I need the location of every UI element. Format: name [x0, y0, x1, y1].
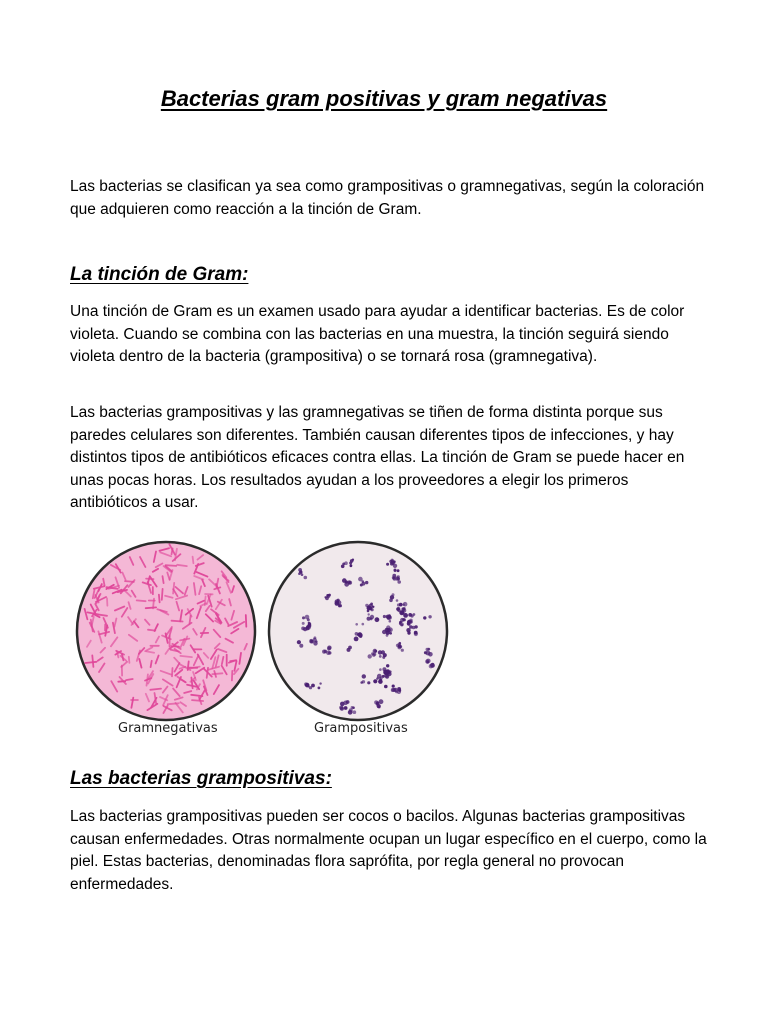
- grampositive-coccus: [386, 634, 389, 637]
- grampositive-coccus: [392, 577, 395, 580]
- grampositive-coccus: [306, 626, 310, 630]
- grampositive-coccus: [362, 623, 365, 626]
- grampositive-coccus: [397, 603, 400, 606]
- grampositive-coccus: [305, 615, 310, 620]
- grampositive-coccus: [396, 599, 399, 602]
- grampositive-coccus: [378, 706, 381, 709]
- gramnegative-rod: [246, 615, 247, 627]
- grampositive-coccus: [391, 559, 394, 562]
- grampositive-coccus: [428, 615, 431, 618]
- grampositive-coccus: [365, 581, 368, 584]
- grampositive-coccus: [297, 640, 301, 644]
- grampositive-coccus: [350, 559, 354, 563]
- gramnegative-rod: [147, 651, 155, 652]
- grampositive-coccus: [382, 675, 385, 678]
- gramnegative-rod: [129, 657, 130, 663]
- grampositive-coccus: [344, 582, 349, 587]
- grampositive-coccus: [403, 604, 405, 606]
- grampositive-coccus: [389, 670, 392, 673]
- grampositive-coccus: [383, 670, 388, 675]
- gramnegative-rod: [125, 581, 134, 582]
- grampositive-coccus: [427, 648, 430, 651]
- gramnegative-slide: [77, 542, 255, 720]
- grampositive-coccus: [345, 707, 347, 709]
- grampositive-coccus: [353, 710, 357, 714]
- grampositive-coccus: [392, 685, 395, 688]
- grampositive-coccus: [299, 644, 303, 648]
- gramnegative-rod: [212, 673, 222, 674]
- grampositive-coccus: [379, 679, 382, 682]
- grampositive-coccus: [368, 654, 372, 658]
- grampositive-coccus: [397, 569, 400, 572]
- gramnegative-rod: [150, 689, 161, 690]
- grampositive-coccus: [414, 625, 417, 628]
- gramnegative-rod: [146, 607, 156, 608]
- gramnegative-rod: [205, 596, 206, 605]
- grampositive-coccus: [432, 663, 435, 666]
- grampositive-coccus: [399, 642, 402, 645]
- grampositive-coccus: [348, 710, 353, 715]
- grampositive-coccus: [388, 614, 391, 617]
- grampositive-coccus: [341, 565, 345, 569]
- intro-paragraph: Las bacterias se clasifican ya sea como grampositivas o gramnegativas, según la coloración que adquieren como reacción a la tinción de Gram.: [70, 178, 705, 218]
- grampositive-coccus: [407, 623, 410, 626]
- grampositive-coccus: [398, 645, 402, 649]
- grampositive-coccus: [393, 564, 397, 568]
- gramnegative-rod: [85, 662, 96, 663]
- grampositive-coccus: [343, 701, 348, 706]
- grampositive-coccus: [354, 637, 359, 642]
- grampositive-coccus: [401, 624, 404, 627]
- gramnegative-rod: [92, 655, 93, 667]
- grampositive-coccus: [373, 679, 377, 683]
- grampositive-coccus: [311, 684, 315, 688]
- grampositive-coccus: [400, 618, 404, 622]
- grampositive-coccus: [426, 651, 431, 656]
- grampositive-coccus: [377, 618, 379, 620]
- grampositive-coccus: [355, 623, 358, 626]
- gram-stain-paragraph-2: Las bacterias grampositivas y las gramnegativas se tiñen de forma distinta porque sus paredes celulares son diferentes. También causan diferentes tipos de infecciones, y hay distintos tipos de antibióticos eficaces contra ellas. La tinción de Gram se puede hacer en unas pocas horas. Los resultados ayudan a los proveedores a elegir los primeros antibióticos a usar.: [70, 404, 685, 511]
- grampositive-coccus: [299, 570, 302, 573]
- grampositive-coccus: [389, 599, 393, 603]
- gramnegative-rod: [151, 661, 152, 667]
- grampositive-coccus: [407, 631, 410, 634]
- section-heading-gram-stain: La tinción de Gram:: [70, 264, 249, 285]
- gramnegative-rod: [162, 589, 163, 600]
- grampositive-coccus: [394, 569, 397, 572]
- grampositive-coccus: [397, 607, 400, 610]
- grampositive-coccus: [326, 594, 329, 597]
- gramnegative-caption: Gramnegativas: [118, 721, 218, 736]
- grampositive-coccus: [403, 613, 408, 618]
- gramnegative-rod: [163, 576, 164, 583]
- grampositive-coccus: [302, 622, 305, 625]
- gramnegative-rod: [180, 656, 192, 657]
- section-heading-grampositive: Las bacterias grampositivas:: [70, 768, 332, 789]
- grampositive-coccus: [367, 606, 372, 611]
- grampositive-coccus: [362, 580, 365, 583]
- grampositive-coccus: [378, 650, 382, 654]
- grampositive-coccus: [338, 604, 341, 607]
- grampositive-coccus: [379, 668, 382, 671]
- grampositive-coccus: [355, 632, 359, 636]
- grampositive-coccus: [384, 674, 388, 678]
- grampositive-paragraph: Las bacterias grampositivas pueden ser cocos o bacilos. Algunas bacterias grampositivas causan enfermedades. Otras normalmente ocupan un lugar específico en el cuerpo, como la piel. Estas bacterias, denominadas flora saprófita, por regla general no provocan enfermedades.: [70, 808, 707, 893]
- grampositive-coccus: [389, 620, 392, 623]
- grampositive-coccus: [425, 659, 429, 663]
- grampositive-coccus: [368, 613, 370, 615]
- grampositive-coccus: [367, 617, 371, 621]
- grampositive-coccus: [403, 607, 405, 609]
- grampositive-coccus: [313, 641, 317, 645]
- gramnegative-rod: [99, 615, 107, 616]
- grampositive-coccus: [414, 632, 418, 636]
- grampositive-coccus: [377, 674, 382, 679]
- grampositive-coccus: [362, 680, 365, 683]
- grampositive-coccus: [367, 681, 370, 684]
- grampositive-slide: [269, 542, 447, 720]
- grampositive-coccus: [383, 653, 387, 657]
- grampositive-coccus: [423, 616, 426, 619]
- grampositive-coccus: [322, 650, 326, 654]
- grampositive-coccus: [401, 649, 404, 652]
- grampositive-coccus: [350, 564, 353, 567]
- gramnegative-rod: [146, 579, 153, 580]
- grampositive-coccus: [305, 683, 310, 688]
- gram-stain-figure: [74, 540, 454, 740]
- gramnegative-rod: [172, 668, 173, 676]
- grampositive-coccus: [304, 576, 308, 580]
- grampositive-coccus: [301, 573, 304, 576]
- gramnegative-rod: [168, 703, 179, 704]
- grampositive-coccus: [362, 674, 366, 678]
- gramnegative-rod: [159, 595, 160, 603]
- gram-stain-paragraph-1: Una tinción de Gram es un examen usado para ayudar a identificar bacterias. Es de color violeta. Cuando se combina con las bacterias en una muestra, la tinción seguirá siendo violeta dentro de la bacteria (grampositiva) o se tornará rosa (gramnegativa).: [70, 303, 685, 365]
- grampositive-coccus: [324, 596, 326, 598]
- grampositive-coccus: [409, 625, 413, 629]
- grampositive-coccus: [327, 647, 331, 651]
- grampositive-coccus: [373, 649, 377, 653]
- page-title: Bacterias gram positivas y gram negativas: [160, 86, 608, 111]
- gramnegative-rod: [193, 557, 194, 564]
- grampositive-coccus: [398, 688, 401, 691]
- grampositive-coccus: [389, 632, 392, 635]
- gramnegative-rod: [137, 600, 146, 601]
- gramnegative-rod: [126, 679, 133, 680]
- grampositive-coccus: [384, 685, 388, 689]
- gramnegative-rod: [190, 616, 191, 624]
- gramnegative-rod: [172, 548, 173, 554]
- grampositive-coccus: [319, 682, 321, 684]
- grampositive-coccus: [388, 627, 393, 632]
- grampositive-coccus: [302, 616, 305, 619]
- grampositive-coccus: [309, 640, 313, 644]
- grampositive-coccus: [397, 580, 401, 584]
- grampositive-coccus: [318, 687, 321, 690]
- grampositive-coccus: [408, 613, 412, 617]
- grampositive-coccus: [379, 655, 382, 658]
- gramnegative-rod: [166, 565, 177, 566]
- grampositive-caption: Grampositivas: [314, 721, 408, 736]
- grampositive-coccus: [391, 688, 395, 692]
- grampositive-coccus: [397, 577, 400, 580]
- grampositive-coccus: [386, 664, 389, 667]
- grampositive-coccus: [386, 563, 389, 566]
- grampositive-coccus: [372, 606, 374, 608]
- grampositive-slide-circle: [269, 542, 447, 720]
- grampositive-coccus: [383, 615, 386, 618]
- grampositive-coccus: [413, 613, 416, 616]
- gramnegative-rod: [192, 700, 203, 701]
- grampositive-coccus: [348, 646, 352, 650]
